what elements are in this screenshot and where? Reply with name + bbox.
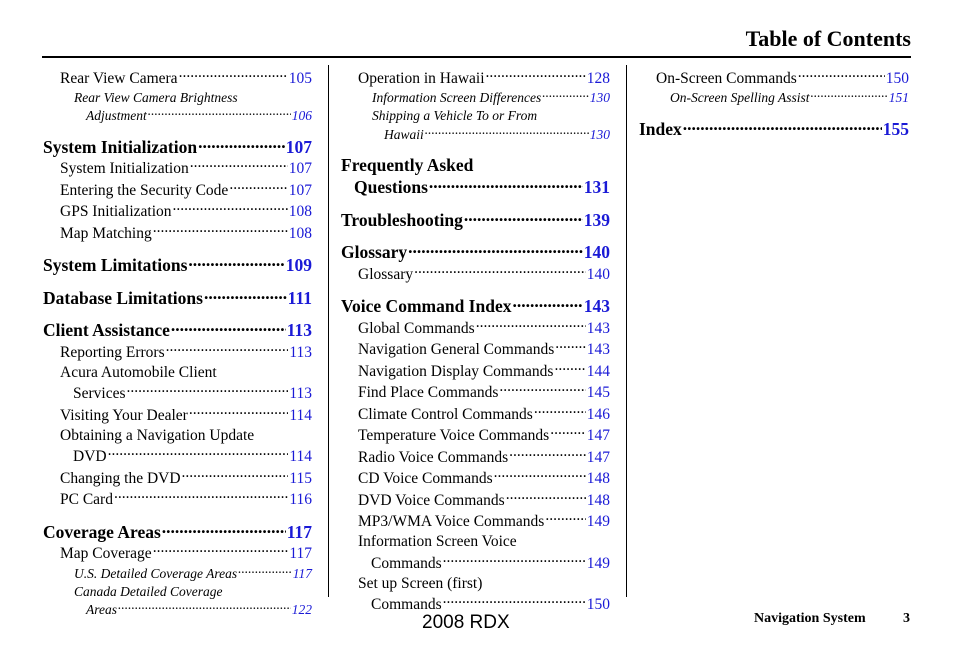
- toc-page-link[interactable]: 140: [586, 265, 610, 283]
- dot-leader: [414, 263, 586, 279]
- dot-leader: [509, 446, 586, 462]
- toc-entry-label-line: Rear View Camera Brightness: [74, 89, 238, 105]
- toc-page-link[interactable]: 139: [583, 209, 610, 230]
- toc-entry-label: On-Screen Spelling Assist: [670, 90, 810, 105]
- toc-entry[interactable]: [358, 511, 610, 533]
- toc-topic: [341, 425, 610, 447]
- toc-topic: [43, 201, 312, 223]
- toc-topic: [341, 382, 610, 404]
- toc-entry[interactable]: [656, 67, 909, 89]
- toc-page-link[interactable]: 115: [289, 469, 312, 487]
- toc-entry[interactable]: [60, 222, 312, 244]
- toc-section: [43, 319, 312, 342]
- toc-entry-label: Database Limitations: [43, 287, 203, 308]
- toc-entry[interactable]: [43, 254, 312, 277]
- toc-entry-label: Commands: [371, 554, 442, 572]
- toc-page-link[interactable]: 131: [583, 177, 610, 197]
- toc-entry-label: Operation in Hawaii: [358, 69, 485, 87]
- toc-page-link[interactable]: 114: [289, 406, 312, 424]
- toc-page-link[interactable]: 113: [289, 343, 312, 361]
- dot-leader: [554, 360, 585, 376]
- toc-section: [341, 154, 610, 199]
- toc-entry[interactable]: [358, 403, 610, 425]
- toc-entry-label: System Limitations: [43, 255, 188, 275]
- toc-entry-label: Questions: [354, 177, 428, 197]
- toc-entry-label: MP3/WMA Voice Commands: [358, 513, 545, 530]
- toc-entry-label: On-Screen Commands: [656, 69, 797, 87]
- toc-entry[interactable]: [60, 404, 312, 426]
- toc-entry-label: Client Assistance: [43, 320, 170, 340]
- toc-entry[interactable]: [60, 341, 312, 363]
- toc-entry[interactable]: [341, 295, 610, 318]
- title-rule: [42, 56, 911, 58]
- toc-page-link[interactable]: 107: [288, 160, 312, 177]
- toc-entry[interactable]: [358, 425, 610, 447]
- dot-leader: [499, 382, 585, 398]
- dot-leader: [171, 319, 286, 337]
- toc-entry[interactable]: [60, 446, 312, 468]
- toc-entry-label: Services: [73, 385, 126, 402]
- toc-topic: [43, 489, 312, 511]
- toc-entry[interactable]: [60, 201, 312, 223]
- toc-entry-label: Changing the DVD: [60, 469, 181, 487]
- toc-page-link[interactable]: 151: [888, 90, 909, 105]
- toc-page-link[interactable]: 109: [285, 255, 312, 275]
- toc-page-link[interactable]: 108: [288, 203, 312, 220]
- toc-entry-label: Adjustment: [86, 108, 147, 123]
- toc-topic: [341, 339, 610, 361]
- dot-leader: [153, 222, 288, 238]
- toc-entry[interactable]: [60, 383, 312, 405]
- toc-section: [43, 135, 312, 158]
- toc-entry[interactable]: [43, 520, 312, 543]
- toc-page-link[interactable]: 128: [586, 69, 610, 87]
- toc-entry-label-line: Frequently Asked: [341, 154, 474, 175]
- toc-topic: [341, 468, 610, 490]
- toc-topic: [341, 574, 610, 616]
- toc-entry[interactable]: [670, 89, 909, 108]
- toc-entry-label: Rear View Camera: [60, 69, 178, 87]
- toc-page-link[interactable]: 150: [586, 596, 610, 613]
- dot-leader: [408, 241, 583, 259]
- dot-leader: [545, 511, 585, 527]
- dot-leader: [425, 125, 589, 139]
- page-title: Table of Contents: [745, 26, 911, 51]
- toc-entry-label: Reporting Errors: [60, 343, 165, 361]
- toc-topic: [43, 543, 312, 565]
- dot-leader: [229, 179, 287, 195]
- toc-entry[interactable]: [358, 360, 610, 382]
- dot-leader: [118, 601, 291, 615]
- toc-page-link[interactable]: 155: [882, 118, 909, 139]
- toc-page-link[interactable]: 147: [586, 448, 610, 466]
- dot-leader: [148, 107, 291, 121]
- toc-entry-label: Visiting Your Dealer: [60, 406, 188, 424]
- toc-entry-label: DVD: [73, 448, 107, 465]
- toc-entry[interactable]: [43, 319, 312, 342]
- toc-topic: [341, 446, 610, 468]
- toc-topic: [43, 67, 312, 89]
- toc-entry-label: Glossary: [341, 242, 408, 262]
- toc-entry-label-line: Acura Automobile Client: [60, 363, 217, 381]
- toc-topic: [43, 158, 312, 180]
- dot-leader: [798, 67, 885, 83]
- toc-entry-label: Commands: [371, 596, 442, 613]
- toc-entry-label: Hawaii: [384, 126, 424, 142]
- toc-entry[interactable]: [358, 67, 610, 89]
- toc-page-link[interactable]: 145: [586, 384, 610, 401]
- toc-entry-label: Find Place Commands: [358, 384, 499, 401]
- dot-leader: [189, 404, 289, 420]
- toc-page-link[interactable]: 116: [289, 491, 312, 508]
- toc-entry[interactable]: [358, 468, 610, 490]
- toc-topic: [341, 403, 610, 425]
- dot-leader: [166, 341, 289, 357]
- toc-page-link[interactable]: 108: [288, 224, 312, 242]
- dot-leader: [429, 176, 583, 194]
- toc-entry[interactable]: [60, 67, 312, 89]
- toc-entry-label: System Initialization: [60, 160, 189, 177]
- toc-entry-label: Troubleshooting: [341, 209, 463, 230]
- toc-entry-label: System Initialization: [43, 136, 198, 157]
- toc-entry[interactable]: [60, 489, 312, 511]
- toc-section: [341, 241, 610, 264]
- toc-entry-label-line: Information Screen Voice: [358, 533, 517, 550]
- toc-page-link[interactable]: 143: [586, 319, 610, 337]
- toc-entry[interactable]: [341, 241, 610, 264]
- dot-leader: [464, 208, 583, 226]
- dot-leader: [108, 446, 289, 462]
- dot-leader: [190, 158, 288, 174]
- toc-entry-label-line: Set up Screen (first): [358, 574, 483, 592]
- toc-entry[interactable]: [358, 339, 610, 361]
- dot-leader: [550, 425, 586, 441]
- dot-leader: [238, 564, 292, 578]
- toc-page-link[interactable]: 117: [292, 565, 312, 581]
- toc-page-link[interactable]: 117: [289, 545, 312, 562]
- toc-topic: [43, 467, 312, 489]
- toc-topic: [43, 179, 312, 201]
- vehicle-model: 2008 RDX: [422, 612, 510, 633]
- dot-leader: [182, 467, 289, 483]
- dot-leader: [443, 552, 586, 568]
- toc-topic: [43, 222, 312, 244]
- toc-subtopic: [341, 89, 610, 108]
- toc-entry-label: Map Matching: [60, 224, 152, 242]
- dot-leader: [198, 135, 285, 153]
- dot-leader: [179, 67, 288, 83]
- toc-entry-label: Information Screen Differences: [372, 90, 542, 105]
- toc-page-link[interactable]: 106: [291, 108, 312, 123]
- toc-topic: [43, 363, 312, 405]
- toc-entry-label: CD Voice Commands: [358, 470, 493, 487]
- toc-page-link[interactable]: 148: [586, 491, 610, 509]
- toc-entry-label-line: Obtaining a Navigation Update: [60, 426, 255, 444]
- toc-page-link[interactable]: 114: [289, 448, 312, 465]
- toc-page-link[interactable]: 144: [586, 362, 610, 380]
- toc-entry[interactable]: [372, 89, 610, 108]
- toc-entry-label: Navigation Display Commands: [358, 362, 554, 380]
- dot-leader: [506, 489, 586, 505]
- toc-section: [43, 254, 312, 277]
- toc-entry[interactable]: [358, 317, 610, 339]
- toc-entry-label-line: Shipping a Vehicle To or From: [372, 108, 538, 123]
- toc-entry-label: Global Commands: [358, 319, 475, 337]
- dot-leader: [153, 543, 289, 559]
- toc-entry-label: Map Coverage: [60, 545, 152, 562]
- toc-entry[interactable]: [358, 446, 610, 468]
- toc-entry[interactable]: [60, 543, 312, 565]
- dot-leader: [534, 403, 586, 419]
- toc-page-link[interactable]: 105: [288, 69, 312, 87]
- dot-leader: [188, 254, 284, 272]
- toc-section: [43, 286, 312, 309]
- toc-column-1: [43, 67, 312, 619]
- toc-entry-label: Voice Command Index: [341, 296, 512, 316]
- toc-page-link[interactable]: 143: [583, 296, 610, 316]
- toc-page-link[interactable]: 113: [289, 385, 312, 402]
- toc-section: [341, 208, 610, 231]
- page-number: 3: [903, 611, 910, 626]
- dot-leader: [542, 89, 589, 103]
- toc-topic: [639, 67, 909, 89]
- toc-page-link[interactable]: 107: [288, 181, 312, 199]
- toc-entry-label: Navigation General Commands: [358, 341, 555, 358]
- toc-page-link[interactable]: 107: [285, 136, 312, 157]
- dot-leader: [555, 339, 585, 355]
- toc-entry-label: U.S. Detailed Coverage Areas: [74, 565, 238, 581]
- toc-page-link[interactable]: 149: [586, 513, 610, 530]
- toc-page-link[interactable]: 149: [586, 554, 610, 572]
- toc-entry-label: PC Card: [60, 491, 113, 508]
- toc-entry[interactable]: [43, 135, 312, 158]
- dot-leader: [683, 117, 882, 135]
- toc-entry-label: Radio Voice Commands: [358, 448, 509, 466]
- toc-entry[interactable]: [60, 179, 312, 201]
- toc-subtopic: [43, 564, 312, 583]
- toc-topic: [341, 360, 610, 382]
- toc-entry[interactable]: [358, 552, 610, 574]
- toc-entry[interactable]: [358, 263, 610, 285]
- toc-subtopic: [43, 583, 312, 620]
- toc-entry-label: Entering the Security Code: [60, 181, 229, 199]
- toc-entry-label: Coverage Areas: [43, 521, 161, 542]
- toc-page-link[interactable]: 111: [287, 287, 312, 308]
- toc-section: [43, 520, 312, 543]
- toc-page-link[interactable]: 117: [286, 521, 312, 542]
- dot-leader: [512, 295, 582, 313]
- toc-entry[interactable]: [60, 467, 312, 489]
- toc-entry[interactable]: [74, 107, 312, 126]
- column-divider: [626, 65, 627, 597]
- toc-page-link[interactable]: 143: [586, 341, 610, 358]
- toc-page-link[interactable]: 122: [291, 602, 312, 617]
- dot-leader: [162, 520, 286, 538]
- toc-entry-label: Temperature Voice Commands: [358, 427, 550, 444]
- toc-subtopic: [341, 107, 610, 144]
- toc-topic: [341, 317, 610, 339]
- toc-entry-label: DVD Voice Commands: [358, 491, 505, 509]
- toc-section: [341, 295, 610, 318]
- dot-leader: [204, 286, 287, 304]
- dot-leader: [476, 317, 586, 333]
- toc-entry[interactable]: [358, 489, 610, 511]
- footer-section-name: Navigation System: [754, 611, 866, 626]
- toc-page-link[interactable]: 150: [885, 69, 909, 87]
- toc-page-link[interactable]: 140: [583, 242, 610, 262]
- toc-entry[interactable]: [358, 382, 610, 404]
- toc-entry[interactable]: [60, 158, 312, 180]
- toc-entry[interactable]: [43, 286, 312, 309]
- toc-entry[interactable]: [74, 564, 312, 583]
- toc-entry[interactable]: [639, 117, 909, 140]
- dot-leader: [114, 489, 288, 505]
- toc-entry[interactable]: [341, 176, 610, 199]
- toc-subtopic: [43, 89, 312, 126]
- toc-topic: [43, 341, 312, 363]
- toc-section: [639, 117, 909, 140]
- toc-page-link[interactable]: 147: [586, 427, 610, 444]
- toc-topic: [43, 426, 312, 468]
- toc-entry-label: Areas: [86, 602, 117, 617]
- toc-page-link[interactable]: 148: [586, 470, 610, 487]
- toc-page-link[interactable]: 113: [286, 320, 312, 340]
- toc-page-link[interactable]: 130: [589, 126, 610, 142]
- dot-leader: [810, 89, 887, 103]
- dot-leader: [173, 201, 288, 217]
- toc-topic: [341, 511, 610, 533]
- toc-topic: [341, 67, 610, 89]
- toc-entry[interactable]: [372, 125, 610, 144]
- dot-leader: [127, 383, 289, 399]
- toc-topic: [341, 263, 610, 285]
- dot-leader: [443, 594, 586, 610]
- toc-topic: [43, 404, 312, 426]
- toc-column-2: [341, 67, 610, 615]
- dot-leader: [494, 468, 586, 484]
- toc-subtopic: [639, 89, 909, 108]
- toc-entry-label: Climate Control Commands: [358, 405, 533, 423]
- toc-entry-label-line: Canada Detailed Coverage: [74, 583, 223, 599]
- toc-topic: [341, 489, 610, 511]
- column-divider: [328, 65, 329, 597]
- toc-page-link[interactable]: 130: [589, 90, 610, 105]
- toc-entry-label: GPS Initialization: [60, 203, 172, 220]
- toc-column-3: [639, 67, 909, 140]
- dot-leader: [486, 67, 586, 83]
- toc-topic: [341, 532, 610, 574]
- toc-entry-label: Index: [639, 118, 682, 139]
- toc-entry[interactable]: [74, 601, 312, 620]
- toc-page-link[interactable]: 146: [586, 405, 610, 423]
- toc-entry[interactable]: [341, 208, 610, 231]
- toc-entry-label: Glossary: [358, 265, 414, 283]
